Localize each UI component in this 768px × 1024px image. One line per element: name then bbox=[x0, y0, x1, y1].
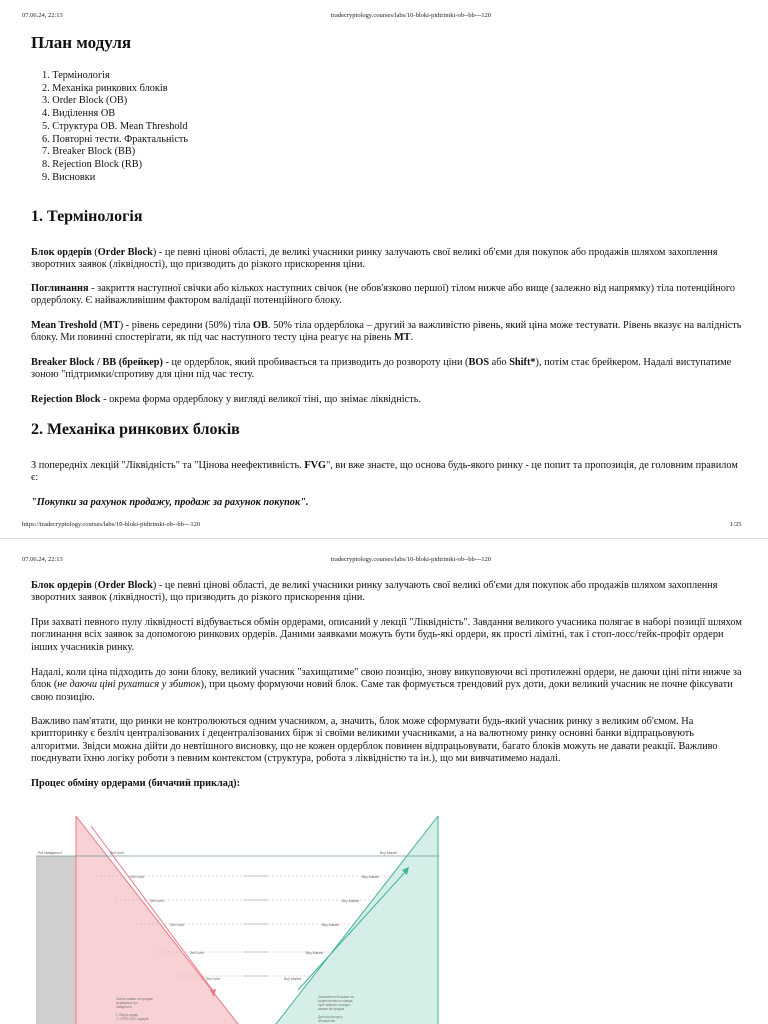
toc-item[interactable]: 5. Структура OB. Mean Threshold bbox=[42, 120, 188, 132]
definition-mean-threshold: Mean Treshold (MT) - рівень середини (50%) тіла OB. 50% тіла ордерблока – другий за важливістю рівень, який ціна може тестувати. Рівень вказує на валідність блоку. Ми повинні спостерігати, як під час наступного тесту ціна реагує на рівень MT. bbox=[31, 320, 742, 344]
sell-limit-label: Sell Limit bbox=[170, 923, 184, 927]
left-note-line: Лімітні заявки на продаж bbox=[116, 997, 153, 1001]
definition-order-block: Блок ордерів (Order Block) - це певні цінові області, де великі учасники ринку залучають свої великі об'єми для покупок або продажів шляхом захоплення зворотних заявок (ліквідності), що призводить до різкого прискорення ціни. bbox=[31, 247, 718, 271]
section-heading-mechanics: 2. Механіка ринкових блоків bbox=[31, 421, 240, 438]
definition-text: - це певні цінові області, де великі учасники ринку залучають свої великі об'єми для покупок або продажів шляхом захоплення зворотних заявок (ліквідності), що призводить до різкого прискорення ціни. bbox=[31, 247, 718, 271]
term-abbr: MT bbox=[103, 320, 120, 331]
connector: або bbox=[489, 357, 510, 368]
definition-text: - окрема форма ордерблоку у вигляді великої тіні, що знімає ліквідність. bbox=[100, 394, 421, 405]
term: Mean Treshold bbox=[31, 320, 98, 331]
buy-market-label: Buy Market bbox=[362, 875, 380, 879]
buy-market-label: Buy Market bbox=[306, 951, 324, 955]
toc-item[interactable]: 8. Rejection Block (RB) bbox=[42, 158, 143, 170]
definition-text: ), потім стає брейкером. Надалі виступатиме зоною "підтримки/спротиву для ціни під час тесту. bbox=[31, 357, 732, 381]
definition-breaker-block bbox=[31, 357, 745, 382]
right-note-line: Заповнення блоками на bbox=[318, 995, 354, 999]
print-header-date: 07.06.24, 22:13 bbox=[22, 12, 63, 19]
right-note-line: купівлі великого гравця, bbox=[318, 999, 354, 1003]
term: Breaker Block / BB (брейкер) bbox=[31, 357, 163, 368]
right-note-line: заявки на продаж. bbox=[318, 1007, 345, 1011]
print-footer-page: 1/25 bbox=[730, 521, 742, 528]
print-footer-url: https://tradecryptology.courses/labs/10-bloki-pidtrimki-ob--bb---120 bbox=[22, 521, 201, 528]
definition-text: - це певні цінові області, де великі учасники ринку залучають свої великі об'єми для покупок або продажів шляхом захоплення зворотних заявок (ліквідності), що призводить до різкого прискорення ціни. bbox=[31, 580, 718, 604]
quote-text: "Покупки за рахунок продажу, продаж за рахунок покупок". bbox=[31, 497, 309, 508]
sell-limit-label: Sell Limit bbox=[130, 875, 144, 879]
liquidity-pool-bar bbox=[36, 856, 76, 1024]
sell-limit-label: Sell Limit bbox=[110, 851, 124, 855]
buy-market-label: Buy Market bbox=[342, 899, 360, 903]
paragraph-market-participants: Важливо пам'ятати, що ринки не контролюються одним учасником, а, значить, блок може сформувати будь-який учасник ринку з великим об'ємом. На крипторинку є безліч централізованих і децентралізованих бірж зі своїми великими учасниками, а на валютному ринку основні банки відпрацьовують алгоритми. Звідси можна дійти до невтішного висновку, що не кожен ордерблок повинен відпрацьовувати, багато блоків можуть не давати реакції. Важливо поєднувати їхню логіку роботи з певним контекстом (структура, робота з ліквідністю та ін.), що ми вивчатимемо надалі. bbox=[31, 716, 718, 764]
toc-item[interactable]: 3. Order Block (OB) bbox=[42, 95, 128, 107]
left-note-line: ліквідності. bbox=[116, 1005, 133, 1009]
term: Блок ордерів bbox=[31, 247, 92, 258]
section-heading-terminology: 1. Термінологія bbox=[31, 208, 143, 225]
toc-item[interactable]: 7. Breaker Block (BB) bbox=[42, 146, 136, 158]
intro-text: ", ви вже знаєте, що основа будь-якого ринку - це попит та пропозиція, де головним правилом є: bbox=[31, 460, 738, 484]
definition-absorption bbox=[31, 283, 745, 308]
intro-text: З попередніх лекцій "Ліквідність" та "Цінова неефективність. bbox=[31, 460, 305, 471]
paragraph-block-defense bbox=[31, 667, 745, 704]
right-note-line: щоб набрати позицію bbox=[318, 1003, 350, 1007]
sell-limit-label: Sell Limit bbox=[206, 977, 220, 981]
print-header-date: 07.06.24, 22:13 bbox=[22, 556, 63, 563]
buy-market-label: Buy Market bbox=[322, 923, 340, 927]
term-ob: OB bbox=[253, 320, 268, 331]
pool-label: Pul ліквідності bbox=[38, 851, 62, 855]
definition-order-block-repeat: Блок ордерів (Order Block) - це певні цінові області, де великі учасники ринку залучають свої великі об'єми для покупок або продажів шляхом захоплення зворотних заявок (ліквідності), що призводить до різкого прискорення ціни. bbox=[31, 580, 718, 604]
definition-text: - рівень середини (50%) тіла bbox=[123, 320, 254, 331]
definition-text: - закриття наступної свічки або кількох наступних свічок (не обов'язково першої) тілом нижче або вище (залежно від напрямку) тіла потенційного ордерблоку. Є найважливішим фактором валідації потенційного блоку. bbox=[31, 283, 736, 307]
right-note-line: Далі від процесу bbox=[318, 1015, 343, 1019]
term-en: Order Block bbox=[97, 247, 153, 258]
toc-item[interactable]: 1. Термінологія bbox=[42, 70, 110, 81]
table-of-contents bbox=[42, 70, 188, 184]
buy-market-label: Buy Market bbox=[284, 977, 302, 981]
left-note-line: 2. СТОП-ЛОС ордерів bbox=[116, 1017, 149, 1021]
order-exchange-diagram bbox=[36, 814, 439, 1024]
print-header-url: tradecryptology.courses/labs/10-bloki-pidtrimki-ob--bb---120 bbox=[331, 556, 492, 563]
diagram-svg bbox=[36, 814, 439, 1024]
term: Rejection Block bbox=[31, 394, 101, 405]
term: Блок ордерів bbox=[31, 580, 92, 591]
toc-item[interactable]: 2. Механіка ринкових блоків bbox=[42, 82, 168, 94]
paragraph-text: Надалі, коли ціна підходить до зони блоку, великий учасник "захищатиме" свою позицію, знову викуповуючи всі протилежні ордери, не даючи ціні піти нижче за блок ( bbox=[31, 667, 742, 691]
toc-item[interactable]: 4. Виділення OB bbox=[42, 108, 116, 120]
left-note-line: 1. Вхід в ордер bbox=[116, 1013, 139, 1017]
italic-text: не даючи ціні рухатися у збиток bbox=[57, 679, 201, 691]
sell-limit-label: Sell Limit bbox=[150, 899, 164, 903]
page-separator bbox=[0, 538, 768, 539]
term-fvg: FVG bbox=[304, 460, 327, 471]
buy-market-label: Buy Market bbox=[380, 851, 398, 855]
right-note-line: збільшення bbox=[318, 1019, 336, 1023]
print-header-url: tradecryptology.courses/labs/10-bloki-pidtrimki-ob--bb---120 bbox=[331, 12, 492, 19]
term-bos: BOS bbox=[468, 357, 490, 368]
definition-text: . 50% тіла ордерблока – другий за важливістю рівень, який ціна може тестувати. Рівень вказує на валідність блоку. Ми повинні спостерігати, як під час наступного тесту ціна реагує на рівень bbox=[31, 320, 742, 344]
term-shift: Shift* bbox=[509, 357, 536, 368]
punct: . bbox=[410, 332, 414, 344]
figure-heading-text: Процес обміну ордерами (бичачий приклад): bbox=[31, 778, 241, 789]
definition-rejection-block bbox=[31, 394, 745, 406]
definition-text: - це ордерблок, який пробивається та призводить до розвороту ціни ( bbox=[162, 357, 469, 368]
paragraph-liquidity-capture: При захваті певного пулу ліквідності відбувається обмін ордерами, описаний у лекції "Ліквідність". Завдання великого учасника полягає в наборі позиції шляхом поглинання всіх заявок за допомогою ринкових ордерів. Даними заявками можуть бути будь-які ордери, як прості лімітні, так і стоп-лосс/тейк-профіт ордери інших учасників ринку. bbox=[31, 617, 742, 653]
mechanics-intro bbox=[31, 460, 745, 485]
paragraph-text: ), при цьому формуючи новий блок. Саме так формується трендовий рух доти, доки великий учасник не почне фіксувати свою позицію. bbox=[31, 679, 733, 703]
page-title: План модуля bbox=[31, 33, 132, 52]
left-note-line: формуючи пул bbox=[116, 1001, 138, 1005]
figure-heading bbox=[31, 778, 745, 790]
toc-item[interactable]: 9. Висновки bbox=[42, 171, 96, 183]
sell-limit-label: Sell Limit bbox=[190, 951, 204, 955]
term-en: Order Block bbox=[97, 580, 153, 591]
toc-item[interactable]: 6. Повторні тести. Фрактальність bbox=[42, 133, 189, 145]
term-mt: MT bbox=[393, 332, 411, 344]
term: Поглинання bbox=[31, 283, 89, 294]
rule-quote bbox=[31, 497, 745, 509]
